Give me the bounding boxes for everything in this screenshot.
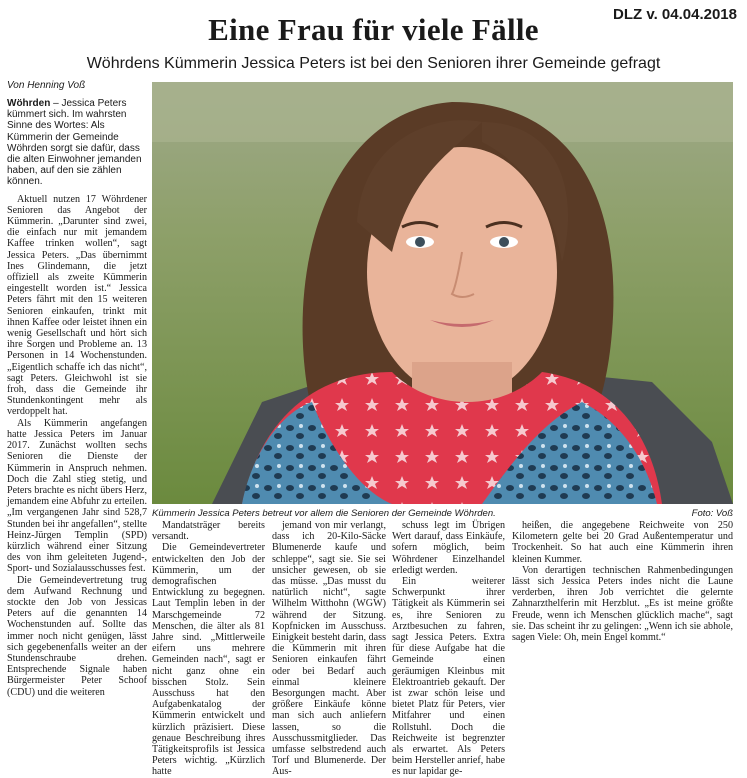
source-tag: DLZ v. 04.04.2018	[613, 6, 737, 23]
subheadline: Wöhrdens Kümmerin Jessica Peters ist bei den Senioren ihrer Gemeinde gefragt	[86, 55, 661, 72]
headline: Eine Frau für viele Fälle	[208, 12, 539, 47]
paragraph: Die Gemeindevertreter entwickelten den Job der Kümmerin, um der demografischen Entwicklung zu begegnen. Laut Templin leben in der Marschgemeinde 72 Menschen, die älter als 81 Jahre sind. „Mittlerweile eifern uns mehrere Gemeinden nach“, sagt er nicht ganz ohne ein bisschen Stolz. Sein Ausschuss hat den Aufgabenkatalog der Kümmerin entwickelt und kürzlich präzisiert. Diese genaue Beschreibung ihres Tätigkeitsprofils ist Jessica Peters wichtig. „Kürzlich hatte	[152, 542, 265, 778]
photo-credit: Foto: Voß	[691, 508, 733, 519]
paragraph: Mandatsträger bereits versandt.	[152, 520, 265, 543]
article-column-3	[272, 520, 386, 778]
paragraph: schuss legt im Übrigen Wert darauf, dass Einkäufe, sofern möglich, beim Wöhrdener Einzelhandel erledigt werden.	[392, 520, 505, 576]
portrait-photo	[152, 82, 733, 504]
portrait-illustration	[152, 82, 733, 504]
paragraph: Als Kümmerin angefangen hatte Jessica Peters im Januar 2017. Zunächst wollten sechs Senioren die Dienste der Kümmerin in Anspruch nehmen. Doch die Zahl stieg stetig, und Peters brachte es nicht übers Herz, jemandem eine Abfuhr zu erteilen. „Im vergangenen Jahr sind 528,7 Stunden bei ihr angefallen“, stellte Heinz-Jürgen Templin (SPD) kürzlich während einer Sitzung des von ihm geleiteten Jugend-, Sport- und Sozialausschusses fest.	[7, 417, 147, 575]
photo-caption: Kümmerin Jessica Peters betreut vor allem die Senioren der Gemeinde Wöhrden.	[152, 508, 496, 519]
article-column-1	[7, 98, 147, 728]
article-column-5	[512, 520, 733, 728]
article-column-2	[152, 520, 265, 778]
lead-text: – Jessica Peters kümmert sich. Im wahrsten Sinne des Wortes: Als Kümmerin der Gemeinde Wöhrden sorgt sie dafür, dass die alten Einwohner jemanden haben, auf den sie zählen können.	[7, 98, 142, 188]
article-column-4	[392, 520, 505, 778]
paragraph: Ein weiterer Schwerpunkt ihrer Tätigkeit als Kümmerin sei es, ihre Senioren zu Arztbesuchen zu fahren, sagt Jessica Peters. Extra für diese Aufgabe hat die Gemeinde einen geräumigen Kleinbus mit Elektroantrieb gekauft. Der ist zwar schön leise und bietet Platz für Peters, vier Mitfahrer und einen Rollstuhl. Doch die Reichweite ist begrenzter als erwartet. Als Peters beim Hersteller anrief, habe es nur lapidar ge-	[392, 576, 505, 778]
paragraph: Aktuell nutzen 17 Wöhrdener Senioren das Angebot der Kümmerin. „Darunter sind zwei, die einfach nur mit jemandem Kaffee trinken wollen“, sagt Jessica Peters. „Das übernimmt Ines Glindemann, die jetzt offiziell als zweite Kümmerin eingestellt worden ist.“ Jessica Peters fährt mit den 15 weiteren Senioren einkaufen, trinkt mit ihnen Kaffee oder leistet ihnen ein wenig Gesellschaft und hört sich ihre Sorgen und Probleme an. 13 Personen in 14 Wochenstunden. „Eigentlich schaffe ich das nicht“, sagt Peters. Gleichwohl ist sie froh, dass die Gemeinde ihr Stundenkontingent mehr als verdoppelt hat.	[7, 193, 147, 418]
lead-place: Wöhrden	[7, 98, 51, 109]
paragraph: heißen, die angegebene Reichweite von 250 Kilometern gelte bei 20 Grad Außentemperatur und Trockenheit. So hat auch eine Kümmerin ihren kleinen Kummer.	[512, 520, 733, 565]
lead-paragraph	[7, 98, 147, 188]
paragraph: Die Gemeindevertretung trug dem Aufwand Rechnung und stockte den Job von Jessicas Peters auf die genannten 14 Wochenstunden auf. Sollte das immer noch nicht genügen, lässt sich gegebenenfalls weiter an der Stundenschraube drehen. Entsprechende Signale haben Bürgermeister Peter Schoof (CDU) und die weiteren	[7, 574, 147, 698]
byline: Von Henning Voß	[7, 80, 86, 91]
paragraph: jemand von mir verlangt, dass ich 20-Kilo-Säcke Blumenerde kaufe und schleppe“, sagt sie. Sie sei unsicher gewesen, ob sie das müsse. „Das musst du natürlich nicht“, sagte Wilhelm Witthohn (WGW) während der Sitzung. Kopfnicken im Ausschuss. Einigkeit besteht darin, dass die Kümmerin mit ihren Senioren einkaufen fährt oder bei Bedarf auch einmal kleinere Besorgungen macht. Aber größere Einkäufe könne man sich auch anliefern lassen, so die Ausschussmitglieder. Das umfasse selbstredend auch Torf und Blumenerde. Der Aus-	[272, 520, 386, 778]
paragraph: Von derartigen technischen Rahmenbedingungen lässt sich Jessica Peters indes nicht die Laune verderben, ihren Job verrichtet die gelernte Zahnarzthelferin mit Herzblut. „Es ist meine größte Freude, wenn ich Menschen glücklich mache“, sagt sie. Das scheint ihr zu gelingen: „Wenn ich sie abhole, sagen Viele: Oh, mein Engel kommt.“	[512, 564, 733, 644]
